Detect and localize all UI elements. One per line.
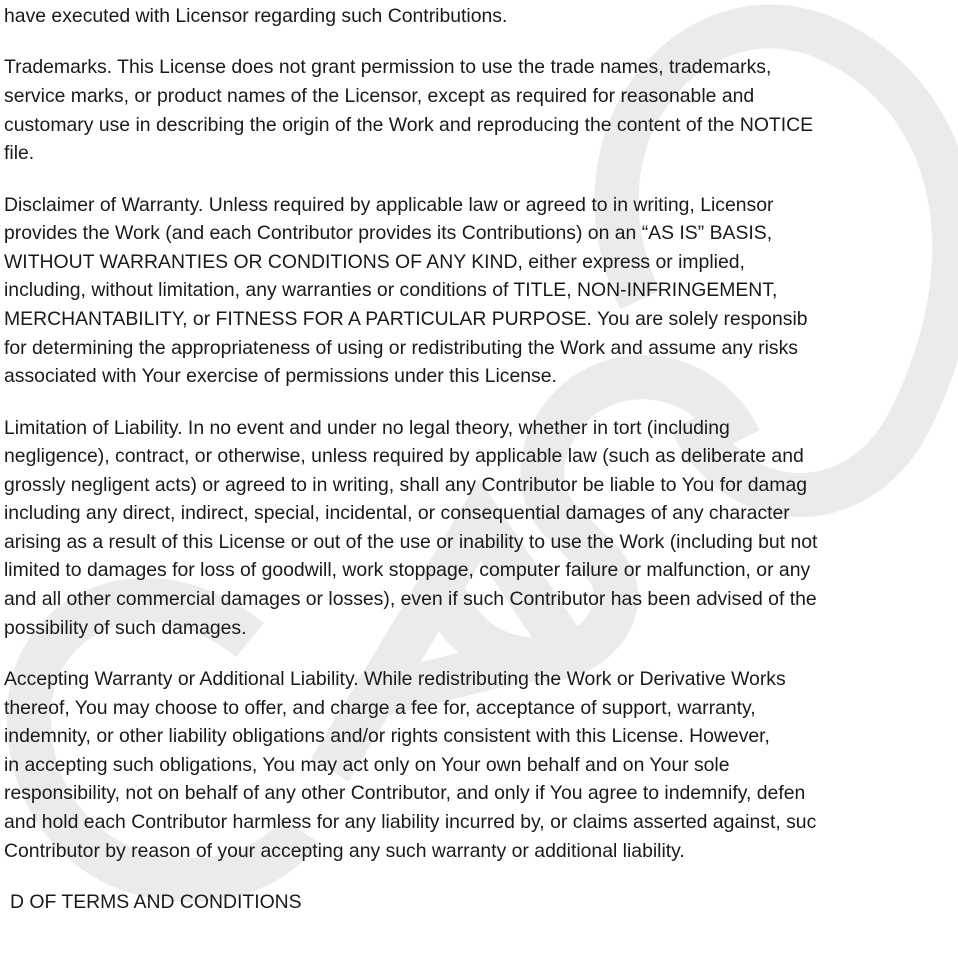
text-line: file.	[4, 142, 35, 165]
text-line: grossly negligent acts) or agreed to in writing, shall any Contributor be liable to You for damag	[4, 473, 808, 496]
paragraph-gap	[4, 865, 958, 888]
text-line: and all other commercial damages or losses), even if such Contributor has been advised of the	[4, 588, 817, 611]
paragraph	[4, 2, 958, 31]
section-end-heading: D OF TERMS AND CONDITIONS	[10, 891, 302, 914]
text-line: service marks, or product names of the Licensor, except as required for reasonable and	[4, 84, 755, 107]
text-line: Contributor by reason of your accepting any such warranty or additional liability.	[4, 839, 685, 862]
text-line: Limitation of Liability. In no event and under no legal theory, whether in tort (including	[4, 416, 730, 439]
text-line: in accepting such obligations, You may act only on Your own behalf and on Your sole	[4, 753, 730, 776]
text-line: provides the Work (and each Contributor provides its Contributions) on an “AS IS” BASIS,	[4, 222, 773, 245]
paragraph	[4, 53, 958, 167]
text-line: indemnity, or other liability obligations and/or rights consistent with this License. However,	[4, 725, 770, 748]
text-line: customary use in describing the origin of the Work and reproducing the content of the NOTICE	[4, 113, 814, 136]
text-line: Accepting Warranty or Additional Liability. While redistributing the Work or Derivative Works	[4, 668, 786, 691]
text-line: Trademarks. This License does not grant permission to use the trade names, trademarks,	[4, 56, 772, 79]
text-line: including any direct, indirect, special, incidental, or consequential damages of any character	[4, 502, 790, 525]
text-line: for determining the appropriateness of using or redistributing the Work and assume any risks	[4, 336, 798, 359]
paragraph-gap	[4, 642, 958, 665]
paragraph	[4, 191, 958, 391]
license-document	[4, 2, 958, 917]
text-line: associated with Your exercise of permissions under this License.	[4, 365, 557, 388]
text-line: WITHOUT WARRANTIES OR CONDITIONS OF ANY KIND, either express or implied,	[4, 250, 745, 273]
text-line: responsibility, not on behalf of any other Contributor, and only if You agree to indemnify, defen	[4, 782, 806, 805]
text-line: MERCHANTABILITY, or FITNESS FOR A PARTICULAR PURPOSE. You are solely responsib	[4, 307, 808, 330]
paragraph-gap	[4, 391, 958, 414]
text-line: and hold each Contributor harmless for any liability incurred by, or claims asserted against, suc	[4, 811, 817, 834]
paragraph-gap	[4, 168, 958, 191]
text-line: thereof, You may choose to offer, and charge a fee for, acceptance of support, warranty,	[4, 696, 756, 719]
paragraph-gap	[4, 31, 958, 54]
text-line: negligence), contract, or otherwise, unless required by applicable law (such as deliberate and	[4, 445, 804, 468]
text-line: limited to damages for loss of goodwill, work stoppage, computer failure or malfunction, or any	[4, 559, 811, 582]
paragraph	[4, 665, 958, 865]
text-line: possibility of such damages.	[4, 616, 247, 639]
text-line: including, without limitation, any warranties or conditions of TITLE, NON-INFRINGEMENT,	[4, 279, 778, 302]
text-line: have executed with Licensor regarding such Contributions.	[4, 5, 508, 27]
paragraph	[4, 414, 958, 643]
text-line: arising as a result of this License or out of the use or inability to use the Work (including but not	[4, 530, 818, 553]
text-line: Disclaimer of Warranty. Unless required by applicable law or agreed to in writing, Licensor	[4, 193, 774, 216]
